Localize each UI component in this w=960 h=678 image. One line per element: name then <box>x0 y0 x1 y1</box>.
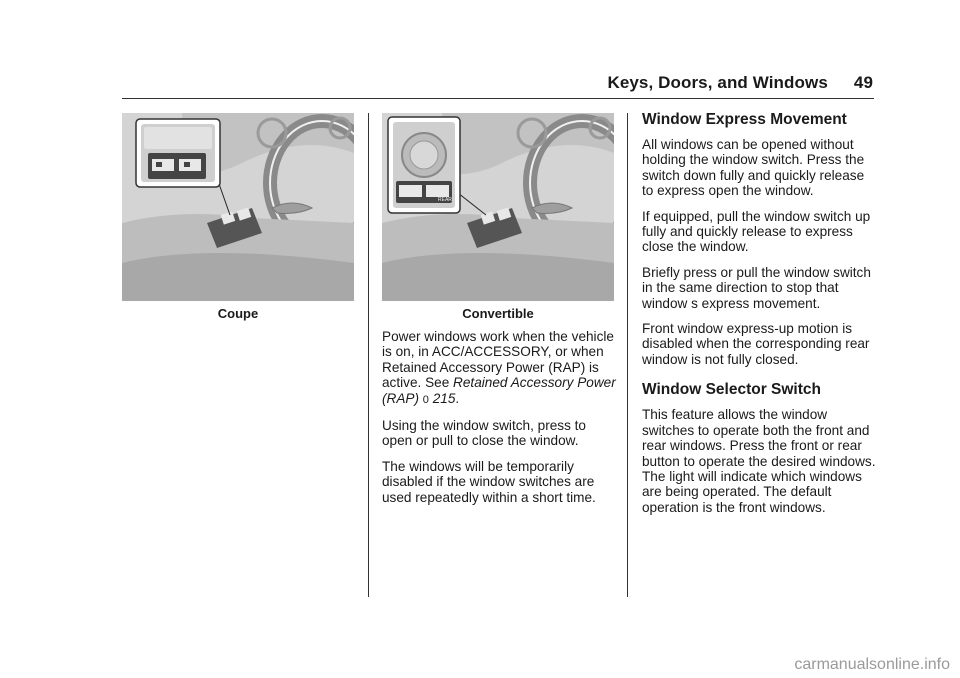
paragraph-express-close: If equipped, pull the window switch up fully and quickly release to express close the window. <box>642 208 871 255</box>
column-divider-right <box>627 113 628 597</box>
paragraph-express-up-disabled: Front window express-up motion is disabled when the corresponding rear window is not fully closed. <box>642 321 870 367</box>
heading-express-movement: Window Express Movement <box>642 111 847 128</box>
paragraph-stop-express: Briefly press or pull the window switch in the same direction to stop that window s express movement. <box>642 264 871 311</box>
paragraph-temporarily-disabled: The windows will be temporarily disabled if the window switches are used repeatedly within a short time. <box>382 458 596 505</box>
heading-selector-switch: Window Selector Switch <box>642 381 821 399</box>
header-rule <box>122 98 874 99</box>
right-column <box>642 111 878 525</box>
middle-column <box>382 329 618 515</box>
section-title: Keys, Doors, and Windows <box>607 73 828 92</box>
paragraph-selector-switch: This feature allows the window switches to operate both the front and rear windows. Press the front or rear button to operate the desired windows. The light will indicate which windows are being operated. The default operation is the front windows. <box>642 407 876 515</box>
paragraph-express-open: All windows can be opened without holding the window switch. Press the switch down fully and quickly release to express open the window. <box>642 137 865 199</box>
page-ref-number[interactable]: 215 <box>432 390 456 406</box>
caption-coupe: Coupe <box>217 306 259 321</box>
xref-rap-link[interactable]: Retained Accessory Power (RAP) <box>382 375 616 406</box>
watermark: carmanualsonline.info <box>794 656 950 673</box>
page-number: 49 <box>853 73 873 92</box>
running-header <box>607 73 873 93</box>
column-divider-left <box>368 113 369 597</box>
coupe-illustration <box>122 113 354 301</box>
caption-convertible: Convertible <box>462 306 534 321</box>
convertible-illustration <box>382 113 614 301</box>
page-ref-arrow-icon: 0 <box>422 393 429 406</box>
paragraph-power-windows: Power windows work when the vehicle is on, in ACC/ACCESSORY, or when Retained Accessory Power (RAP) is active. See Retained Accessory Power (RAP) 0 215. <box>382 329 616 406</box>
paragraph-using-switch: Using the window switch, press to open or pull to close the window. <box>382 418 586 449</box>
rear-switch-label: REAR <box>438 197 452 203</box>
